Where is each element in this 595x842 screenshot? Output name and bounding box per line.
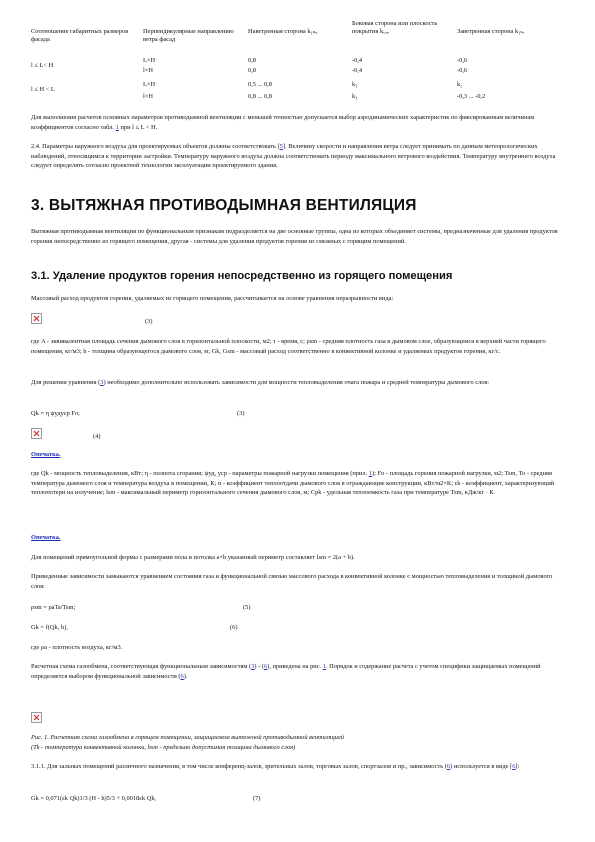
paragraph-text: при l ≤ L < H. bbox=[120, 123, 158, 131]
paragraph-text: ). bbox=[183, 672, 188, 680]
table-header-facade: Перпендикулярные направлению ветра фасад bbox=[143, 28, 234, 43]
table-header-side: Боковая сторона или плоскость покрытия kᵢ,ᵣₑ bbox=[352, 20, 438, 35]
paragraph-text: ]: bbox=[515, 763, 520, 770]
table-cell: k₃ bbox=[352, 93, 358, 100]
reference-link[interactable]: 6 bbox=[512, 763, 516, 770]
equation-number: (6) bbox=[230, 624, 238, 631]
paragraph: Массовый расход продуктов горения, удаляемых из горящего помещения, рассчитывается на основе уравнения неразрывности вида: bbox=[31, 295, 394, 302]
table-cell: L×H bbox=[143, 81, 156, 88]
paragraph bbox=[31, 662, 561, 681]
paragraph-text: ); Fo - площадь горения пожарной нагрузки, м2; Tsm, To - средняя температура дымового слоя и температура воздуха в помещении, К; α - коэффициент теплоотдачи дымового слоя в ограждающие конструкции, кВт/м2×К; εk - коэффициент, характеризующий теплопотери на излучение; lsm - максимальный периметр горизонтального сечения дымового слоя, м; Cpk - удельная теплоемкость газа при температуре Tsm, кДж/кг · К. bbox=[31, 470, 555, 497]
broken-image-icon bbox=[31, 712, 42, 723]
table-cell: l ≤ H < L bbox=[31, 86, 55, 93]
equation-link[interactable]: 3 bbox=[251, 663, 255, 670]
paragraph: Вытяжная противодымная вентиляция по функциональным признакам подразделяется на две основные группы, одна из которых объединяет системы, предназначенные для удаления продуктов горения непосредственно из горящего помещения, другая - системы для удаления продуктов горения из смежных с горящим помещений. bbox=[31, 228, 558, 245]
table-header-windward: Наветренная сторона k₁ₙₑ bbox=[248, 28, 318, 35]
equation-number: (3) bbox=[237, 410, 245, 417]
table-cell: -0,6 bbox=[457, 57, 468, 64]
equation-6: Gk = f(Qk, h), bbox=[31, 624, 68, 631]
table-cell: 0,8 bbox=[248, 67, 256, 74]
broken-image-icon bbox=[31, 428, 42, 439]
table-header-ratio: Соотношение габаритных размеров фасада bbox=[31, 28, 129, 43]
equation-number: (3) bbox=[145, 318, 153, 325]
table-cell: -0,4 bbox=[352, 67, 363, 74]
table-cell: -0,3 ... -0,2 bbox=[457, 93, 486, 100]
paragraph bbox=[31, 142, 561, 171]
paragraph bbox=[31, 762, 561, 772]
table-cell: l×H bbox=[143, 93, 153, 100]
paragraph-text: Для решения уравнения ( bbox=[31, 379, 101, 386]
section-heading: 3. ВЫТЯЖНАЯ ПРОТИВОДЫМНАЯ ВЕНТИЛЯЦИЯ bbox=[31, 197, 417, 214]
reference-link[interactable]: 5 bbox=[279, 143, 283, 150]
paragraph bbox=[31, 469, 561, 498]
equation-link[interactable]: 3 bbox=[100, 379, 104, 386]
paragraph-text: Расчетная схема газообмена, соответствующая функциональным зависимостям ( bbox=[31, 663, 252, 670]
subsection-heading: 3.1. Удаление продуктов горения непосредственно из горящего помещения bbox=[31, 270, 453, 282]
equation-number: (4) bbox=[93, 433, 101, 440]
equation-link[interactable]: 6 bbox=[263, 663, 268, 670]
table-cell: l×H bbox=[143, 67, 153, 74]
figure-caption-note: (Tk - температура конвективной колонки, hsm - предельно допустимая толщина дымового слоя) bbox=[31, 744, 296, 751]
appendix-link[interactable]: 1 bbox=[368, 470, 373, 477]
paragraph-text: ) необходимо дополнительно использовать зависимости для мощности тепловыделения очага пожара и средней температуры дымового слоя: bbox=[103, 379, 490, 386]
paragraph-text: ]. Величину скорости и направления ветра следует принимать по данным метеорологических наблюдений, относящимся к территории застройки. Температуру наружного воздуха должна соответствовать периоду максимального ветрового воздействия. Температуру внутреннего воздуха следует определять согласно проектной технологии эксплуатации проектируемого здания. bbox=[31, 143, 556, 170]
equation-7: Gk = 0,071(εk Qk)1/3 (H - h)5/3 + 0,0018εk Qk, bbox=[31, 795, 157, 802]
paragraph: Приведенные зависимости замыкаются уравнением состояния газа и функциональной связью массового расхода в конвективной колонке с мощностью тепловыделения и толщиной дымового слоя: bbox=[31, 573, 553, 590]
table-link[interactable]: 1 bbox=[115, 123, 119, 131]
table-cell: l ≤ L< H bbox=[31, 62, 54, 69]
equation-5: ρsm = ρaTa/Tsm; bbox=[31, 604, 76, 611]
figure-link[interactable]: 1 bbox=[322, 663, 326, 670]
typo-note-link[interactable]: Опечатка. bbox=[31, 534, 61, 541]
table-cell: 0,5 ... 0,8 bbox=[248, 81, 272, 88]
table-cell: k₃ bbox=[352, 81, 358, 88]
equation-link[interactable]: 6 bbox=[180, 672, 184, 680]
table-header-leeward: Заветренная сторона k₁ₛₑ bbox=[457, 28, 525, 35]
table-cell: 0,8 bbox=[248, 57, 256, 64]
paragraph bbox=[31, 378, 561, 388]
paragraph: где A - эквивалентная площадь сечения дымового слоя в горизонтальной плоскости, м2; τ - время, с; ρsm - средняя плотность газа в дымовом слое, образующемся в верхней части горящего помещения, кг/м3; h - толщина образующегося дымового слоя, м; Gk, Gsm - массовый расход соответственно в конвективной колонке и удаляемых продуктов горения, кг/с. bbox=[31, 338, 546, 355]
typo-note-link[interactable]: Опечатка. bbox=[31, 451, 61, 458]
paragraph-text: . Порядок и содержание расчета с учетом специфики защищаемых помещений определяется выбором функциональной зависимости ( bbox=[31, 663, 541, 680]
paragraph: Для помещений прямоугольной формы с размерами пола и потолка a×b указанный периметр составляет lsm = 2(a + b). bbox=[31, 554, 355, 561]
paragraph-text: Для выполнения расчетов основных параметров противодымной вентиляции с меньшей точностью допускается выбор аэродинамических характеристик по фиксированным величинам коэффициентов согласно табл. bbox=[31, 114, 535, 131]
broken-image-icon bbox=[31, 313, 42, 324]
table-cell: k₂ bbox=[457, 81, 463, 88]
table-cell: -0,4 bbox=[352, 57, 363, 64]
table-cell: 0,8 ... 0,8 bbox=[248, 93, 272, 100]
paragraph-text: ), приведена на рис. bbox=[267, 663, 322, 670]
paragraph-text: ) - ( bbox=[254, 663, 264, 670]
paragraph-text: 2.4. Параметры наружного воздуха для проектируемых объектов должны соответствовать [ bbox=[31, 143, 280, 150]
paragraph bbox=[31, 113, 561, 132]
equation-number: (7) bbox=[253, 795, 261, 802]
paragraph-text: где Qk - мощность тепловыделения, кВт; η - полнота сгорания; ψуд, уср - параметры пожарной нагрузки помещения (прил. bbox=[31, 470, 368, 477]
paragraph-text: ) используется в виде [ bbox=[450, 763, 513, 770]
equation-qk: Qk = η ψудуср Fo; bbox=[31, 410, 80, 417]
equation-number: (5) bbox=[243, 604, 251, 611]
paragraph-text: 3.1.1. Для зальных помещений различного назначения, в том числе конференц-залов, зрительных залов, торговых залов, спортзалов и пр., зависимость ( bbox=[31, 763, 447, 770]
figure-caption: Рис. 1. Расчетная схема газообмена в горящем помещении, защищаемом вытяжной противодымной вентиляцией bbox=[31, 734, 344, 741]
table-cell: -0,6 bbox=[457, 67, 468, 74]
paragraph: где ρa - плотность воздуха, кг/м3. bbox=[31, 644, 123, 651]
equation-link[interactable]: 6 bbox=[446, 763, 451, 770]
table-cell: L×H bbox=[143, 57, 156, 64]
